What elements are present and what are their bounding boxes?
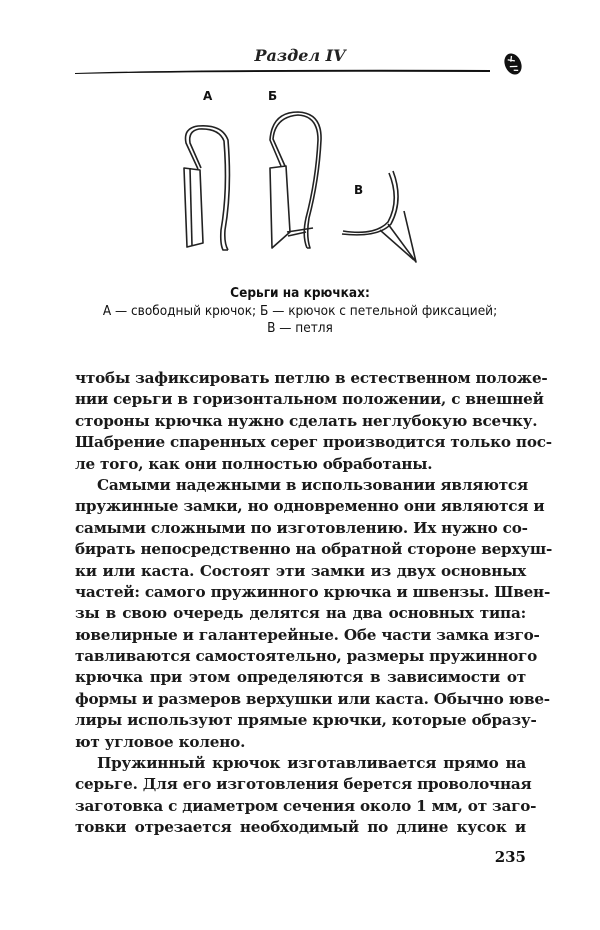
caption-line: А — свободный крючок; Б — крючок с петельной фиксацией; [102,302,498,319]
caption-title: Серьги на крючках: [230,285,370,301]
text-line: нии серьги в горизонтальном положении, с внешней [75,390,544,409]
text-line: Самыми надежными в использовании являются [97,475,528,494]
text-line: ют угловое колено. [75,732,246,751]
hook-a-drawing [184,126,229,250]
text-line: частей: самого пружинного крючка и швензы. Швен- [75,582,551,601]
text-line: ле того, как они полностью обработаны. [75,454,433,473]
text-line: лиры используют прямые крючки, которые образу- [75,711,537,730]
text-line: бирать непосредственно на обратной стороне верхуш- [75,540,553,559]
text-line: формы и размеров верхушки или каста. Обычно юве- [75,689,550,708]
text-line: зы в свою очередь делятся на два основных типа: [75,604,526,623]
text-line: Пружинный крючок изготавливается прямо на [97,754,526,773]
page-number: 235 [494,848,526,866]
caption-line: В — петля [267,320,333,336]
text-line: крючка при этом определяются в зависимости от [75,668,526,687]
text-line: товки отрезается необходимый по длине кусок и [75,818,526,837]
text-line: заготовка с диаметром сечения около 1 мм, от заго- [75,796,537,815]
text-line: ювелирные и галантерейные. Обе части замка изго- [75,625,540,644]
text-line: стороны крючка нужно сделать неглубокую всечку. [75,411,538,430]
hook-b-drawing [270,112,321,248]
figure-caption [0,285,600,338]
text-line: ки или каста. Состоят эти замки из двух основных [75,561,526,580]
text-line: чтобы зафиксировать петлю в естественном положе- [75,369,548,387]
text-line: пружинные замки, но одновременно они являются и [75,497,545,516]
figure-label-b: Б [268,89,278,103]
figure-label-v: В [354,183,364,197]
body-text [75,368,553,839]
text-line: Шабрение спаренных серег производится только пос- [75,433,552,452]
figure-label-a: А [203,89,213,103]
earring-hooks-illustration [0,0,600,290]
text-line: серьге. Для его изготовления берется проволочная [75,775,532,794]
running-head-section-title: Раздел IV [254,46,346,65]
text-line: тавливаются самостоятельно, размеры пружинного [75,647,538,666]
text-line: самыми сложными по изготовлению. Их нужно со- [75,518,528,537]
